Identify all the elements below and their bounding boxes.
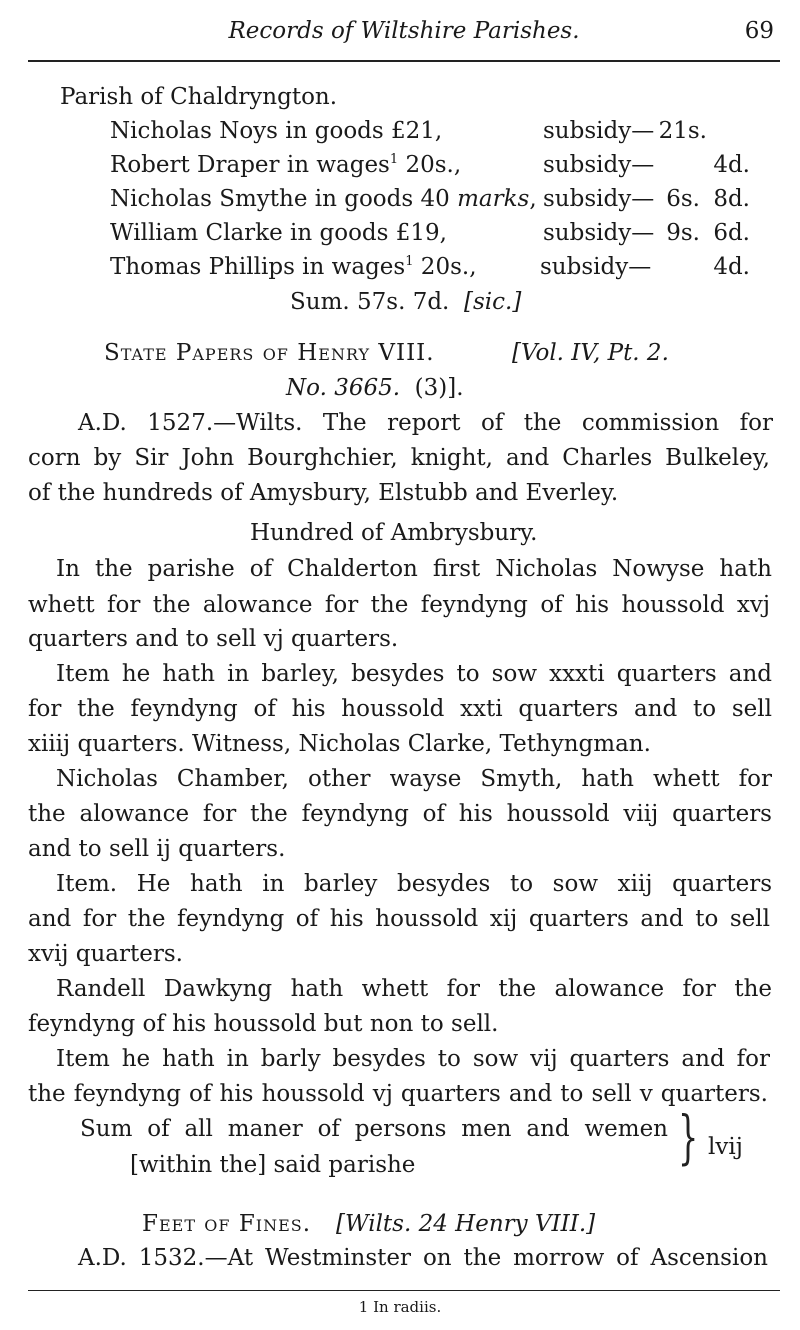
section-reference: [Wilts. 24 Henry VIII.]	[336, 1211, 596, 1237]
running-title: Records of Wiltshire Parishes.	[228, 18, 580, 44]
footnote-ref: 1	[405, 254, 414, 269]
text-line: xiiij quarters. Witness, Nicholas Clarke, Tethyngman.	[28, 731, 651, 757]
subsidy-label: subsidy—	[540, 254, 652, 280]
subsidy-shillings: 9s.	[666, 220, 700, 246]
footnote: 1 In radiis.	[358, 1298, 442, 1316]
text-line: Item he hath in barly besydes to sow vij quarters and for	[56, 1046, 770, 1072]
subsidy-label: subsidy—	[543, 118, 655, 144]
text-line: A.D. 1532.—At Westminster on the morrow of Ascension	[78, 1245, 768, 1271]
subsidy-label: subsidy—	[543, 186, 655, 212]
text-line: whett for the alowance for the feyndyng of his houssold xvj	[28, 592, 770, 618]
text-line: feyndyng of his houssold but non to sell.	[28, 1011, 499, 1037]
text-line: Item. He hath in barley besydes to sow xiij quarters	[56, 871, 772, 897]
subsidy-pence: 6d.	[713, 220, 750, 246]
sum-total: lvij	[708, 1134, 743, 1160]
section-reference: No. 3665. (3)].	[286, 375, 464, 401]
header-rule	[28, 60, 780, 62]
sum-line: Sum of all maner of persons men and wemen	[80, 1116, 668, 1142]
text-line: the feyndyng of his houssold vj quarters and to sell v quarters.	[28, 1081, 768, 1107]
subsidy-label: subsidy—	[543, 152, 655, 178]
footnote-rule	[28, 1290, 780, 1291]
text-line: Randell Dawkyng hath whett for the alowance for the	[56, 976, 772, 1002]
footnote-ref: 1	[389, 152, 399, 167]
sum-line: [within the] said parishe	[130, 1152, 416, 1178]
section-heading: Feet of Fines.	[142, 1211, 312, 1237]
text-line: the alowance for the feyndyng of his houssold viij quarters	[28, 801, 772, 827]
text-line: corn by Sir John Bourghchier, knight, and Charles Bulkeley,	[28, 445, 770, 471]
text-line: Nicholas Chamber, other wayse Smyth, hath whett for	[56, 766, 772, 792]
subsidy-pence: 8d.	[713, 186, 750, 212]
text-line: and to sell ij quarters.	[28, 836, 286, 862]
text-line: for the feyndyng of his houssold xxti quarters and to sell	[28, 696, 772, 722]
subsidy-sum: Sum. 57s. 7d. [sic.]	[290, 289, 522, 315]
subsidy-label: subsidy—	[543, 220, 655, 246]
subsidy-pence: 4d.	[713, 254, 750, 280]
subsidy-pence: 4d.	[713, 152, 750, 178]
hundred-heading: Hundred of Ambrysbury.	[250, 520, 538, 546]
page-number: 69	[744, 18, 774, 44]
text-line: quarters and to sell vj quarters.	[28, 626, 399, 652]
text-line: A.D. 1527.—Wilts. The report of the commission for	[78, 410, 773, 436]
subsidy-shillings: 6s.	[666, 186, 700, 212]
section-reference: [Vol. IV, Pt. 2.	[512, 340, 669, 366]
text-line: Item he hath in barley, besydes to sow xxxti quarters and	[56, 661, 772, 687]
text-line: xvij quarters.	[28, 941, 183, 967]
text-line: In the parishe of Chalderton first Nicholas Nowyse hath	[56, 556, 772, 582]
subsidy-entry: Nicholas Smythe in goods 40 marks,	[110, 186, 537, 212]
section-heading: State Papers of Henry VIII.	[104, 340, 435, 366]
text-line: and for the feyndyng of his houssold xij quarters and to sell	[28, 906, 770, 932]
subsidy-shillings: 21s.	[658, 118, 707, 144]
subsidy-entry: Nicholas Noys in goods £21,	[110, 118, 443, 144]
subsidy-entry: Thomas Phillips in wages$^1$ 20s.,	[110, 254, 477, 280]
running-head	[28, 12, 780, 52]
brace: }	[678, 1103, 699, 1171]
subsidy-entry: William Clarke in goods £19,	[110, 220, 447, 246]
text-line: of the hundreds of Amysbury, Elstubb and Everley.	[28, 480, 619, 506]
parish-heading: Parish of Chaldryngton.	[60, 84, 338, 110]
subsidy-entry: Robert Draper in wages$^1$ 20s.,	[110, 152, 462, 178]
